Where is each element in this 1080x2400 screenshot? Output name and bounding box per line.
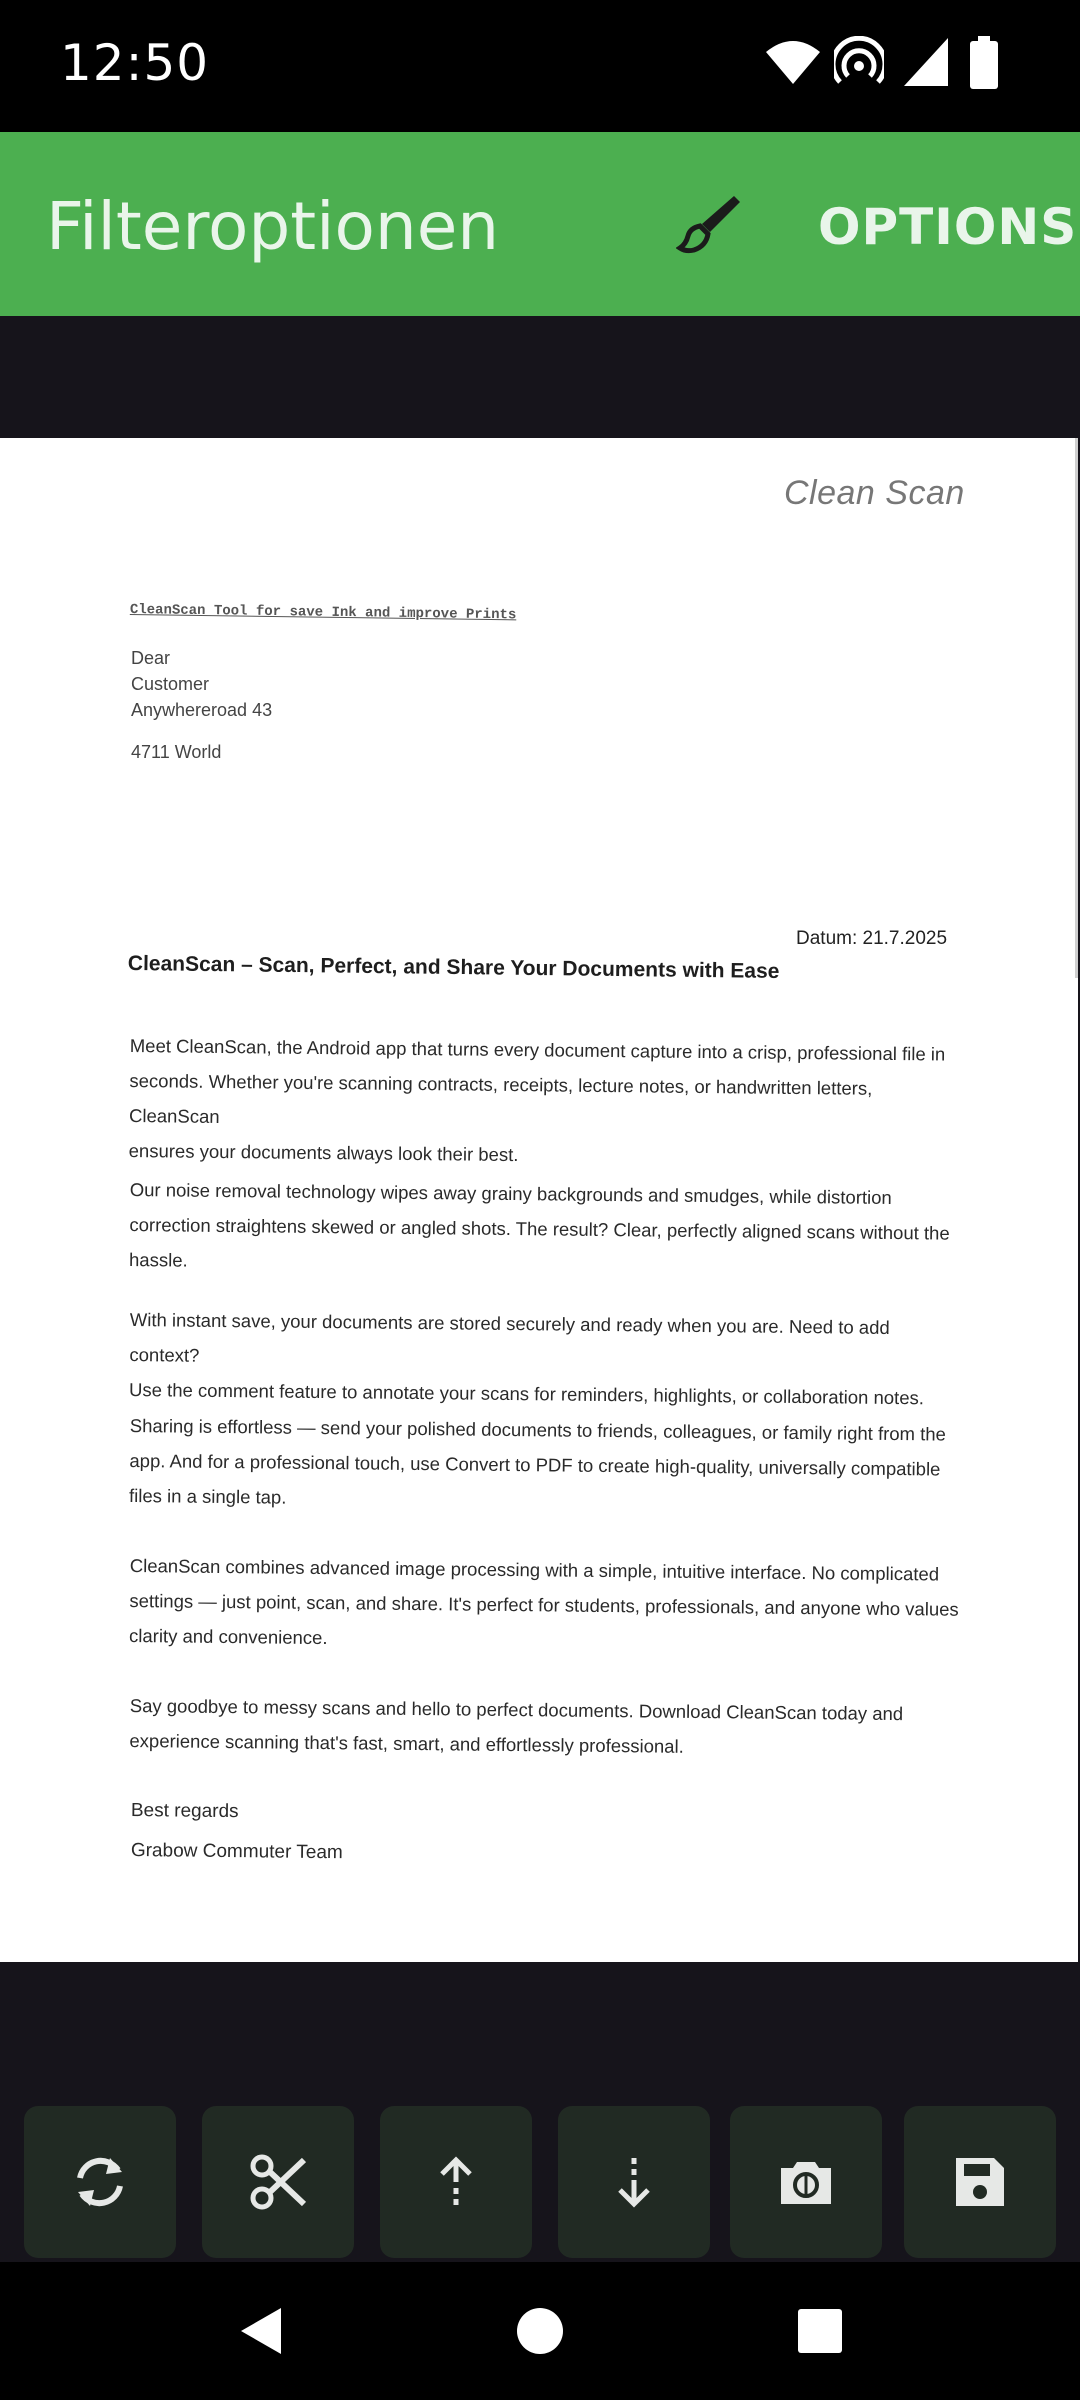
scanned-document (0, 438, 1078, 1962)
nav-home-button[interactable] (480, 2262, 600, 2400)
cut-button[interactable] (202, 2106, 354, 2258)
camera-switch-icon (775, 2152, 837, 2212)
address-line: Dear (131, 648, 171, 668)
document-date: Datum: 21.7.2025 (796, 928, 948, 949)
brush-icon[interactable] (676, 190, 744, 258)
closing-line: Grabow Commuter Team (130, 1840, 343, 1864)
paragraph-line: With instant save, your documents are stored securely and ready when you are. Need to add context? (129, 1308, 890, 1366)
recents-icon (798, 2309, 842, 2353)
paragraph-line: Sharing is effortless — send your polished documents to friends, colleagues, or family right from the (129, 1414, 947, 1445)
paragraph-line: files in a single tap. (128, 1484, 287, 1508)
document-paragraph (129, 1548, 960, 1662)
hotspot-icon (834, 36, 884, 86)
paragraph-line: hassle. (128, 1248, 188, 1271)
paragraph-line: app. And for a professional touch, use Convert to PDF to create high-quality, universally compatible (129, 1449, 941, 1480)
arrow-up-icon (426, 2152, 486, 2212)
document-logo: Clean Scan (784, 474, 965, 512)
paragraph-line: Our noise removal technology wipes away grainy backgrounds and smudges, while distortion (129, 1178, 892, 1208)
save-button[interactable] (904, 2106, 1056, 2258)
document-paragraph (129, 1302, 960, 1416)
paragraph-line: clarity and convenience. (128, 1624, 328, 1649)
arrow-down-dotted-icon (604, 2152, 664, 2212)
back-icon (237, 2306, 283, 2356)
paragraph-line: CleanScan combines advanced image processing with a simple, intuitive interface. No complicated (129, 1554, 940, 1585)
home-icon (515, 2306, 565, 2356)
nav-back-button[interactable] (200, 2262, 320, 2400)
refresh-icon (70, 2152, 130, 2212)
status-bar (0, 0, 1080, 132)
move-down-button[interactable] (558, 2106, 710, 2258)
save-icon (950, 2152, 1010, 2212)
wifi-icon (764, 36, 822, 86)
bottom-toolbar (0, 2106, 1080, 2258)
document-paragraph (129, 1408, 960, 1522)
document-subject: CleanScan – Scan, Perfect, and Share Your Documents with Ease (127, 952, 780, 983)
paragraph-line: ensures your documents always look their best. (128, 1139, 519, 1166)
paragraph-line: Meet CleanScan, the Android app that turns every document capture into a crisp, professional file in (129, 1034, 946, 1065)
closing-line: Best regards (130, 1800, 239, 1823)
address-line: Customer (131, 674, 210, 694)
nav-recents-button[interactable] (760, 2262, 880, 2400)
paragraph-line: Say goodbye to messy scans and hello to perfect documents. Download CleanScan today and (129, 1694, 904, 1725)
document-paragraph (129, 1028, 960, 1177)
address-line: 4711 World (131, 742, 222, 762)
paragraph-line: seconds. Whether you're scanning contracts, receipts, lecture notes, or handwritten letters, CleanScan (128, 1069, 873, 1127)
battery-icon (968, 36, 1000, 90)
paragraph-line: correction straightens skewed or angled shots. The result? Clear, perfectly aligned scans without the (129, 1213, 950, 1244)
document-paragraph (129, 1688, 960, 1767)
rotate-button[interactable] (24, 2106, 176, 2258)
page-title: Filteroptionen (46, 188, 500, 265)
paragraph-line: settings — just point, scan, and share. It's perfect for students, professionals, and anyone who values (129, 1589, 959, 1620)
address-line: Anywhereroad 43 (131, 700, 273, 720)
document-paragraph (129, 1172, 960, 1286)
signal-icon (902, 36, 950, 88)
move-up-button[interactable] (380, 2106, 532, 2258)
page-edge (1075, 438, 1078, 978)
status-time: 12:50 (60, 34, 210, 92)
app-bar (0, 132, 1080, 316)
scissors-icon (248, 2152, 308, 2212)
camera-button[interactable] (730, 2106, 882, 2258)
system-nav-bar (0, 2262, 1080, 2400)
paragraph-line: experience scanning that's fast, smart, and effortlessly professional. (129, 1729, 684, 1757)
paragraph-line: Use the comment feature to annotate your scans for reminders, highlights, or collaboration notes. (128, 1378, 925, 1409)
document-header-line: CleanScan Tool for save Ink and improve Prints (129, 602, 517, 624)
options-button[interactable]: OPTIONS (818, 198, 1078, 256)
